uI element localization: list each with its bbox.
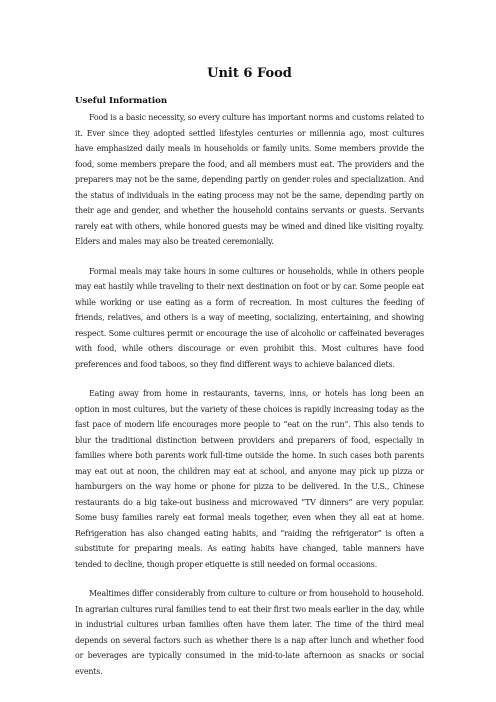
document-title: Unit 6 Food — [207, 66, 292, 81]
body-paragraph-2: Formal meals may take hours in some cultures or households, while in others people may eat hastily while traveling to their next destination on foot or by car. Some people eat while working or use eating as a form of recreation. In most cultures the feeding of friends, relatives, and others is a way of meeting, socializing, entertaining, and showing respect. Some cultures permit or encourage the use of alcoholic or caffeinated beverages with food, while others discourage or even prohibit this. Most cultures have food preferences and food taboos, so they find different ways to achieve balanced diets. — [75, 266, 424, 369]
body-paragraph-4: Mealtimes differ considerably from culture to culture or from household to household. In agrarian cultures rural families tend to eat their first two meals earlier in the day, while in industrial cultures urban families often have them later. The time of the third meal depends on several factors such as whether there is a nap after lunch and whether food or beverages are typically consumed in the mid-to-late afternoon as snacks or social events. — [75, 589, 424, 676]
body-paragraph-3: Eating away from home in restaurants, taverns, inns, or hotels has long been an option in most cultures, but the variety of these choices is rapidly increasing today as the fast pace of modern life encourages more people to “eat on the run”. This also tends to blur the traditional distinction between providers and preparers of food, especially in families where both parents work full-time outside the home. In such cases both parents may eat out at noon, the children may eat at school, and anyone may pick up pizza or hamburgers on the way home or phone for pizza to be delivered. In the U.S., Chinese restaurants do a big take-out business and microwaved “TV dinners” are very popular. Some busy families rarely eat formal meals together, even when they all eat at home. Refrigeration has also changed eating habits, and “raiding the refrigerator” is often a substitute for preparing meals. As eating habits have changed, table manners have tended to decline, though proper etiquette is still needed on formal occasions. — [75, 389, 424, 569]
body-paragraph-1: Food is a basic necessity, so every culture has important norms and customs related to it. Ever since they adopted settled lifestyles centuries or millennia ago, most cultures have emphasized daily meals in households or family units. Some members provide the food, some members prepare the food, and all members must eat. The providers and the preparers may not be the same, depending partly on gender roles and specialization. And the status of individuals in the eating process may not be the same, depending partly on their age and gender, and whether the household contains servants or guests. Servants rarely eat with others, while honored guests may be wined and dined like visiting royalty. Elders and males may also be treated ceremonially. — [75, 113, 424, 246]
section-heading: Useful Information — [75, 96, 168, 106]
